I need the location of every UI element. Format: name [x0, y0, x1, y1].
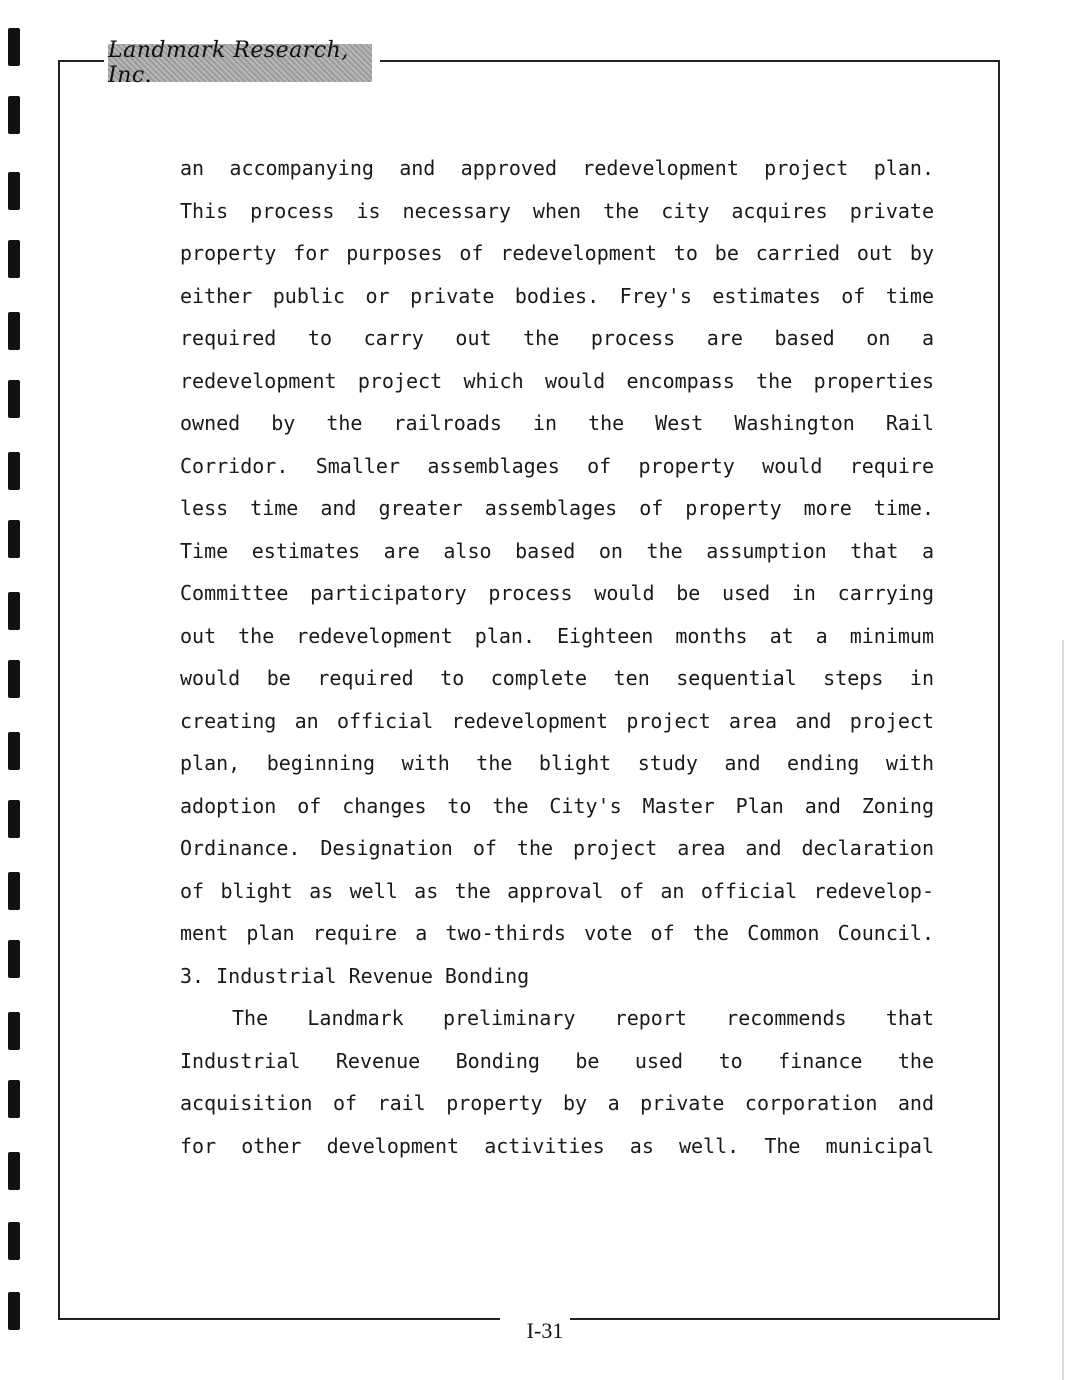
binding-hole: [8, 1152, 20, 1190]
text-line: redevelopment project which would encompass the properties: [180, 368, 934, 393]
body-text: [180, 147, 934, 1167]
text-line: adoption of changes to the City's Master Plan and Zoning: [180, 793, 934, 818]
text-line: The Landmark preliminary report recommends that: [232, 1006, 934, 1030]
binding-hole: [8, 800, 20, 838]
text-line: This process is necessary when the city acquires private: [180, 198, 934, 223]
section-heading: 3. Industrial Revenue Bonding: [180, 963, 530, 988]
text-line: acquisition of rail property by a private corporation and: [180, 1091, 934, 1115]
scan-edge: [1062, 640, 1064, 1380]
text-line: property for purposes of redevelopment to be carried out by: [180, 241, 934, 265]
binding-hole: [8, 96, 20, 134]
binding-hole: [8, 380, 20, 418]
binding-hole: [8, 1012, 20, 1050]
text-line: an accompanying and approved redevelopment project plan.: [180, 156, 934, 180]
text-line: of blight as well as the approval of an official redevelop-: [180, 878, 934, 903]
text-line: Committee participatory process would be used in carrying: [180, 581, 934, 605]
binding-holes: [8, 0, 22, 1380]
binding-hole: [8, 312, 20, 350]
binding-hole: [8, 732, 20, 770]
binding-hole: [8, 660, 20, 698]
binding-hole: [8, 452, 20, 490]
binding-hole: [8, 240, 20, 278]
text-line: out the redevelopment plan. Eighteen months at a minimum: [180, 623, 934, 648]
binding-hole: [8, 28, 20, 66]
binding-hole: [8, 1222, 20, 1260]
text-line: Corridor. Smaller assemblages of property would require: [180, 453, 934, 478]
binding-hole: [8, 1292, 20, 1330]
text-line: would be required to complete ten sequential steps in: [180, 666, 934, 690]
binding-hole: [8, 520, 20, 558]
binding-hole: [8, 172, 20, 210]
binding-hole: [8, 592, 20, 630]
text-line: less time and greater assemblages of property more time.: [180, 496, 934, 520]
text-line: Ordinance. Designation of the project area and declaration: [180, 836, 934, 860]
text-line: required to carry out the process are based on a: [180, 326, 934, 350]
text-line: Time estimates are also based on the assumption that a: [180, 538, 934, 563]
text-line: owned by the railroads in the West Washington Rail: [180, 411, 934, 435]
logo-text: Landmark Research, Inc.: [108, 38, 349, 88]
text-line: for other development activities as well. The municipal: [180, 1133, 934, 1158]
binding-hole: [8, 940, 20, 978]
text-line: either public or private bodies. Frey's estimates of time: [180, 283, 934, 308]
page-number: I-31: [526, 1318, 564, 1343]
text-line: Industrial Revenue Bonding be used to finance the: [180, 1048, 934, 1073]
company-logo: [108, 38, 372, 88]
binding-hole: [8, 1080, 20, 1118]
text-line: creating an official redevelopment project area and project: [180, 708, 934, 733]
binding-hole: [8, 872, 20, 910]
text-line: ment plan require a two-thirds vote of the Common Council.: [180, 921, 934, 945]
text-line: plan, beginning with the blight study and ending with: [180, 751, 934, 775]
